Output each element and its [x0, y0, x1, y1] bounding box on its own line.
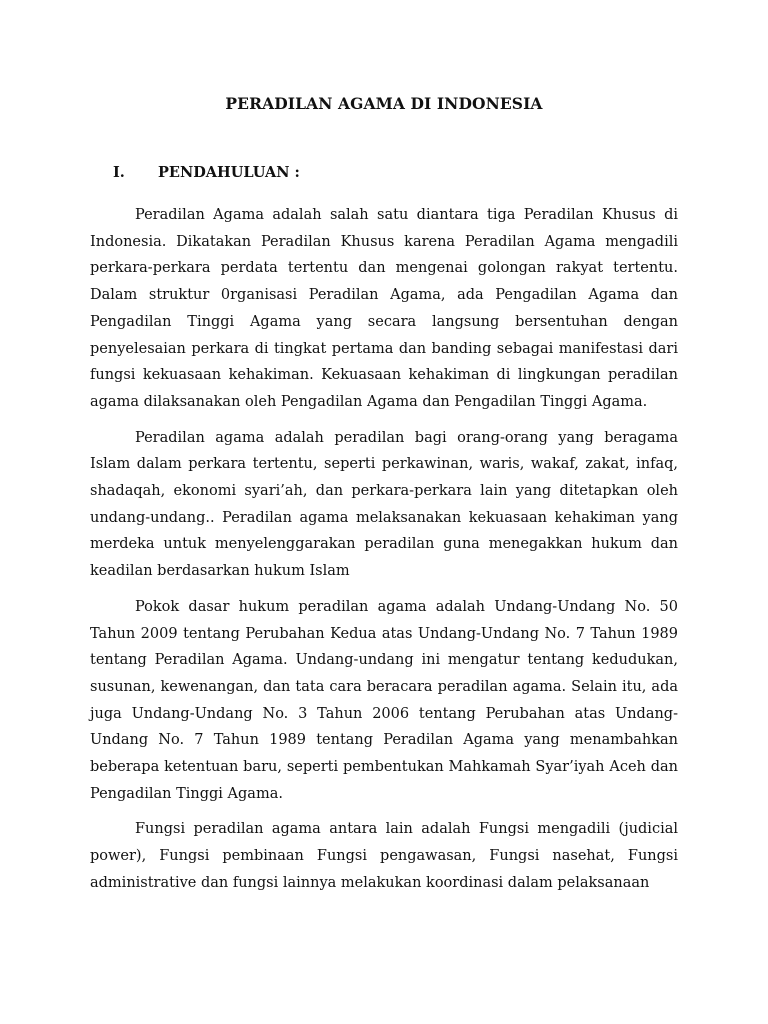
- paragraph: Peradilan agama adalah peradilan bagi orang-orang yang beragama Islam dalam perkara tertentu, seperti perkawinan, waris, wakaf, zakat, infaq, shadaqah, ekonomi syari’ah, dan perkara-perkara lain yang ditetapkan oleh undang-undang.. Peradilan agama melaksanakan kekuasaan kehakiman yang merdeka untuk menyelenggarakan peradilan guna menegakkan hukum dan keadilan berdasarkan hukum Islam: [90, 429, 678, 580]
- document-body: [90, 202, 678, 906]
- document-title: PERADILAN AGAMA DI INDONESIA: [225, 94, 543, 113]
- paragraph: Peradilan Agama adalah salah satu diantara tiga Peradilan Khusus di Indonesia. Dikatakan Peradilan Khusus karena Peradilan Agama mengadili perkara-perkara perdata tertentu dan mengenai golongan rakyat tertentu. Dalam struktur 0rganisasi Peradilan Agama, ada Pengadilan Agama dan Pengadilan Tinggi Agama yang secara langsung bersentuhan dengan penyelesaian perkara di tingkat pertama dan banding sebagai manifestasi dari fungsi kekuasaan kehakiman. Kekuasaan kehakiman di lingkungan peradilan agama dilaksanakan oleh Pengadilan Agama dan Pengadilan Tinggi Agama.: [90, 207, 678, 410]
- document-page: [90, 0, 678, 1024]
- section-heading-label: PENDAHULUAN :: [158, 164, 300, 181]
- paragraph: Fungsi peradilan agama antara lain adalah Fungsi mengadili (judicial power), Fungsi pembinaan Fungsi pengawasan, Fungsi nasehat, Fungsi administrative dan fungsi lainnya melakukan koordinasi dalam pelaksanaan: [90, 821, 678, 891]
- paragraph: Pokok dasar hukum peradilan agama adalah Undang-Undang No. 50 Tahun 2009 tentang Perubahan Kedua atas Undang-Undang No. 7 Tahun 1989 tentang Peradilan Agama. Undang-undang ini mengatur tentang kedudukan, susunan, kewenangan, dan tata cara beracara peradilan agama. Selain itu, ada juga Undang-Undang No. 3 Tahun 2006 tentang Perubahan atas Undang-Undang No. 7 Tahun 1989 tentang Peradilan Agama yang menambahkan beberapa ketentuan baru, seperti pembentukan Mahkamah Syar’iyah Aceh dan Pengadilan Tinggi Agama.: [90, 598, 678, 802]
- section-number: I.: [113, 164, 125, 181]
